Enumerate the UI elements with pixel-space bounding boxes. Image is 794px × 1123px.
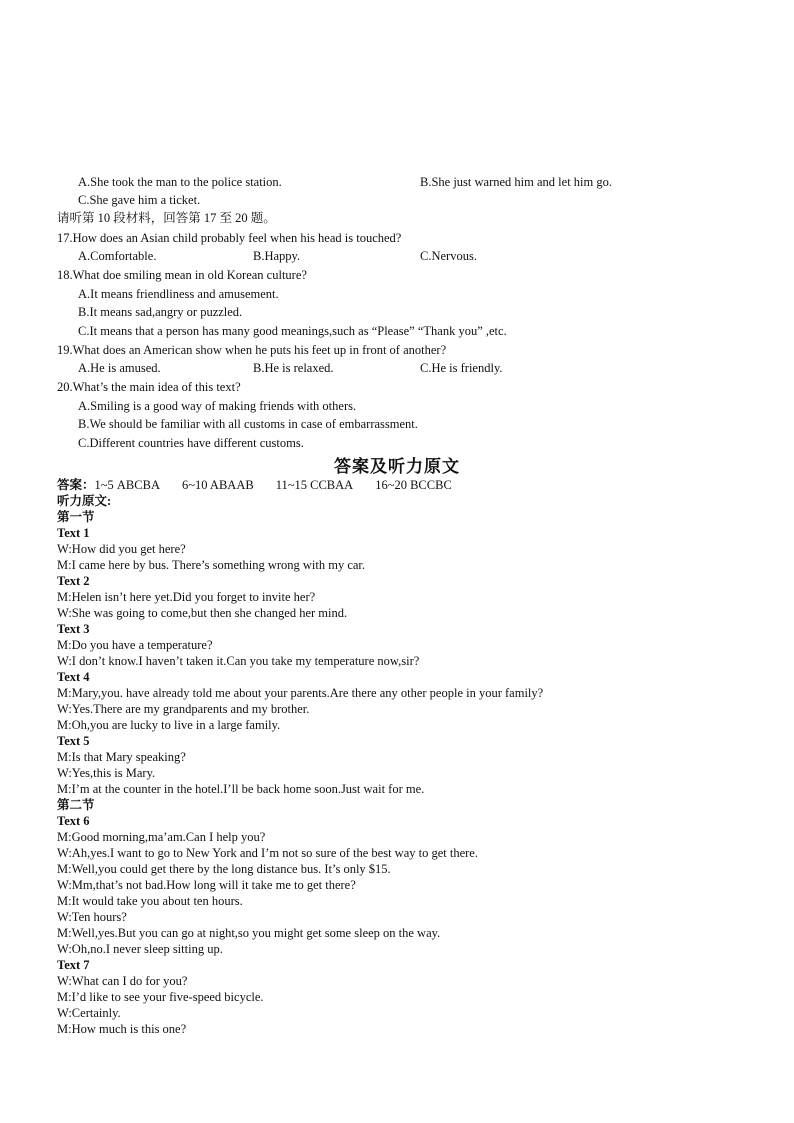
section-1-heading: 第一节: [57, 510, 95, 524]
dialogue-line: M:Helen isn’t here yet.Did you forget to invite her?: [57, 590, 316, 604]
text-heading: Text 7: [57, 958, 90, 972]
question-17-stem: 17.How does an Asian child probably feel when his head is touched?: [57, 231, 402, 245]
question-20-option-c: C.Different countries have different customs.: [78, 436, 304, 450]
answer-group: 6~10 ABAAB: [181, 478, 254, 492]
dialogue-line: W:She was going to come,but then she changed her mind.: [57, 606, 348, 620]
text-heading: Text 3: [57, 622, 90, 636]
text-heading: Text 1: [57, 526, 90, 540]
section-instruction: 请听第 10 段材料，回答第 17 至 20 题。: [57, 211, 276, 225]
q16-option-c: C.She gave him a ticket.: [78, 193, 201, 207]
question-18-stem: 18.What doe smiling mean in old Korean culture?: [57, 268, 307, 282]
dialogue-line: W:Yes,this is Mary.: [57, 766, 156, 780]
text-heading: Text 5: [57, 734, 90, 748]
dialogue-line: M:I came here by bus. There’s something wrong with my car.: [57, 558, 366, 572]
answer-group: 11~15 CCBAA: [275, 478, 354, 492]
question-20-option-b: B.We should be familiar with all customs in case of embarrassment.: [78, 417, 418, 431]
dialogue-line: W:Ah,yes.I want to go to New York and I’m not so sure of the best way to get there.: [57, 846, 478, 860]
dialogue-line: M:It would take you about ten hours.: [57, 894, 243, 908]
dialogue-line: W:Oh,no.I never sleep sitting up.: [57, 942, 223, 956]
answer-key-label: 答案：: [57, 478, 95, 492]
dialogue-line: M:Oh,you are lucky to live in a large family.: [57, 718, 281, 732]
dialogue-line: M:I’m at the counter in the hotel.I’ll be back home soon.Just wait for me.: [57, 782, 425, 796]
transcript-heading: 听力原文:: [57, 494, 112, 508]
question-19-option-b: B.He is relaxed.: [253, 361, 334, 375]
question-17-option-a: A.Comfortable.: [78, 249, 157, 263]
dialogue-line: W:What can I do for you?: [57, 974, 188, 988]
dialogue-line: M:Well,yes.But you can go at night,so you might get some sleep on the way.: [57, 926, 441, 940]
question-17-option-c: C.Nervous.: [420, 249, 477, 263]
dialogue-line: M:Well,you could get there by the long distance bus. It’s only $15.: [57, 862, 391, 876]
dialogue-line: M:I’d like to see your five-speed bicycle.: [57, 990, 264, 1004]
text-heading: Text 4: [57, 670, 90, 684]
answer-group: 16~20 BCCBC: [375, 478, 452, 492]
dialogue-line: M:How much is this one?: [57, 1022, 187, 1036]
question-18-option-b: B.It means sad,angry or puzzled.: [78, 305, 243, 319]
dialogue-line: W:Mm,that’s not bad.How long will it take me to get there?: [57, 878, 356, 892]
question-18-option-c: C.It means that a person has many good meanings,such as “Please” “Thank you” ,etc.: [78, 324, 507, 338]
question-19-option-c: C.He is friendly.: [420, 361, 503, 375]
question-17-option-b: B.Happy.: [253, 249, 301, 263]
text-heading: Text 6: [57, 814, 90, 828]
question-19-stem: 19.What does an American show when he puts his feet up in front of another?: [57, 343, 447, 357]
dialogue-line: W:Certainly.: [57, 1006, 121, 1020]
dialogue-line: W:I don’t know.I haven’t taken it.Can you take my temperature now,sir?: [57, 654, 420, 668]
answers-title: 答案及听力原文: [334, 457, 460, 477]
dialogue-line: W:Ten hours?: [57, 910, 127, 924]
question-19-option-a: A.He is amused.: [78, 361, 161, 375]
question-20-option-a: A.Smiling is a good way of making friends with others.: [78, 399, 357, 413]
q16-option-b: B.She just warned him and let him go.: [420, 175, 612, 189]
question-18-option-a: A.It means friendliness and amusement.: [78, 287, 279, 301]
dialogue-line: W:Yes.There are my grandparents and my brother.: [57, 702, 310, 716]
question-20-stem: 20.What’s the main idea of this text?: [57, 380, 241, 394]
dialogue-line: M:Good morning,ma’am.Can I help you?: [57, 830, 266, 844]
dialogue-line: W:How did you get here?: [57, 542, 186, 556]
answer-group: 1~5 ABCBA: [94, 478, 160, 492]
dialogue-line: M:Is that Mary speaking?: [57, 750, 186, 764]
text-heading: Text 2: [57, 574, 90, 588]
dialogue-line: M:Do you have a temperature?: [57, 638, 213, 652]
q16-option-a: A.She took the man to the police station.: [78, 175, 282, 189]
answer-key: [57, 477, 452, 493]
section-2-heading: 第二节: [57, 798, 95, 812]
dialogue-line: M:Mary,you. have already told me about your parents.Are there any other people in your family?: [57, 686, 544, 700]
